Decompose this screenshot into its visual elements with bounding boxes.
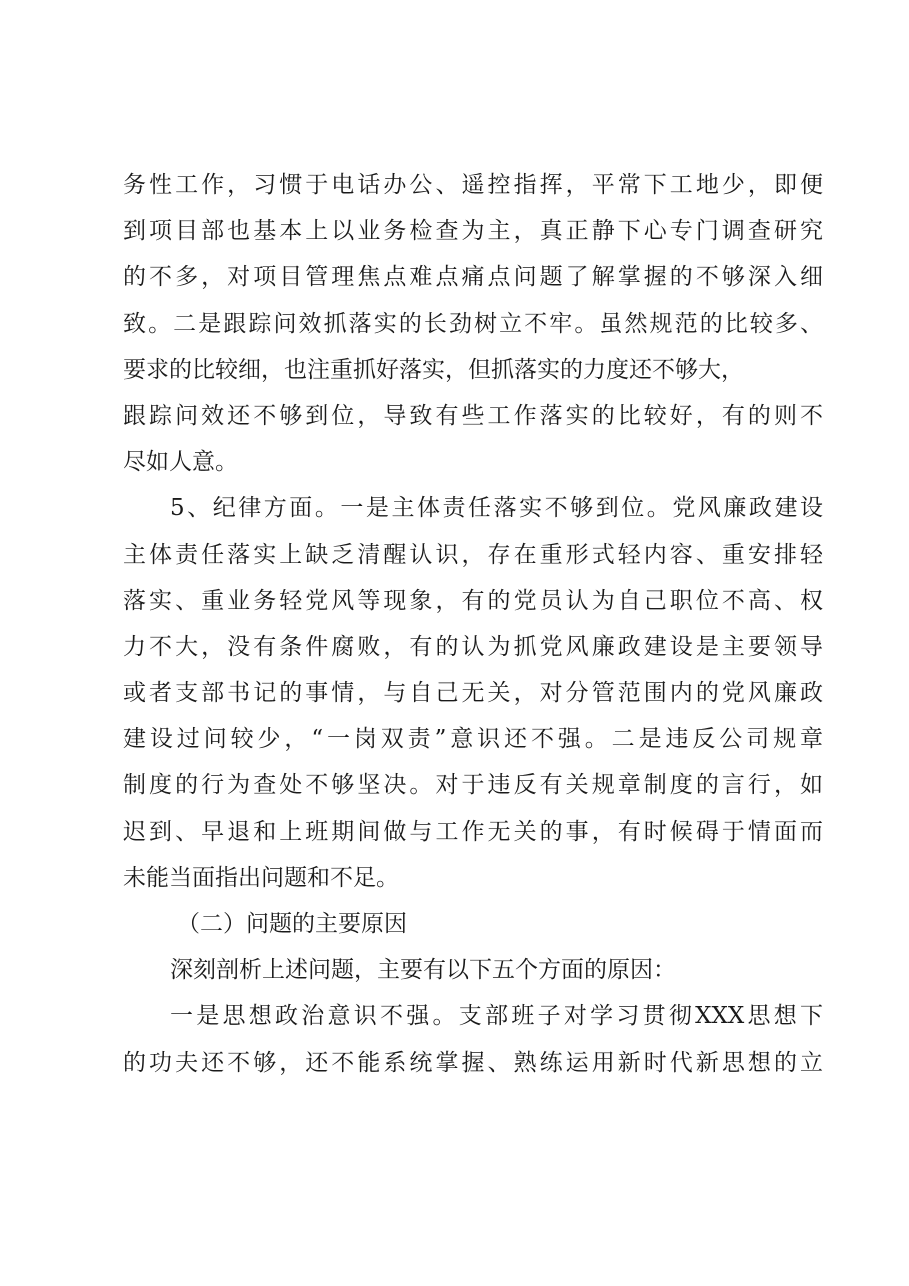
paragraph-line: 尽如人意。 [123,449,238,476]
paragraph-line: 迟到、早退和上班期间做与工作无关的事，有时候碍于情面而 [123,818,823,845]
paragraph-line: 致。二是跟踪问效抓落实的长劲树立不牢。虽然规范的比较多、 [123,310,823,337]
paragraph-line: 深刻剖析上述问题，主要有以下五个方面的原因： [170,957,676,984]
paragraph-line: 的不多，对项目管理焦点难点痛点问题了解掌握的不够深入细 [123,264,823,291]
paragraph-line: 务性工作，习惯于电话办公、遥控指挥，平常下工地少，即便 [123,172,823,198]
paragraph-line: 的功夫还不够，还不能系统掌握、熟练运用新时代新思想的立 [123,1049,823,1076]
section-heading: （二）问题的主要原因 [177,911,407,937]
paragraph-line: 到项目部也基本上以业务检查为主，真正静下心专门调查研究 [123,218,823,245]
paragraph-line: 主体责任落实上缺乏清醒认识，存在重形式轻内容、重安排轻 [123,541,823,568]
paragraph-line: 5、纪律方面。一是主体责任落实不够到位。党风廉政建设 [170,495,823,522]
paragraph-line: 或者支部书记的事情，与自己无关，对分管范围内的党风廉政 [123,680,823,707]
paragraph-line: 未能当面指出问题和不足。 [123,864,399,891]
paragraph-line: 要求的比较细，也注重抓好落实，但抓落实的力度还不够大， [123,356,744,383]
paragraph-line: 制度的行为查处不够坚决。对于违反有关规章制度的言行，如 [123,772,823,799]
paragraph-line: 力不大，没有条件腐败，有的认为抓党风廉政建设是主要领导 [123,633,823,660]
paragraph-line: 建设过问较少，“一岗双责”意识还不强。二是违反公司规章 [123,726,823,753]
document-body [123,162,823,1086]
paragraph-line: 落实、重业务轻党风等现象，有的党员认为自己职位不高、权 [123,587,823,614]
paragraph-line: 跟踪问效还不够到位，导致有些工作落实的比较好，有的则不 [123,402,823,429]
paragraph-line: 一是思想政治意识不强。支部班子对学习贯彻XXX思想下 [170,1003,823,1030]
